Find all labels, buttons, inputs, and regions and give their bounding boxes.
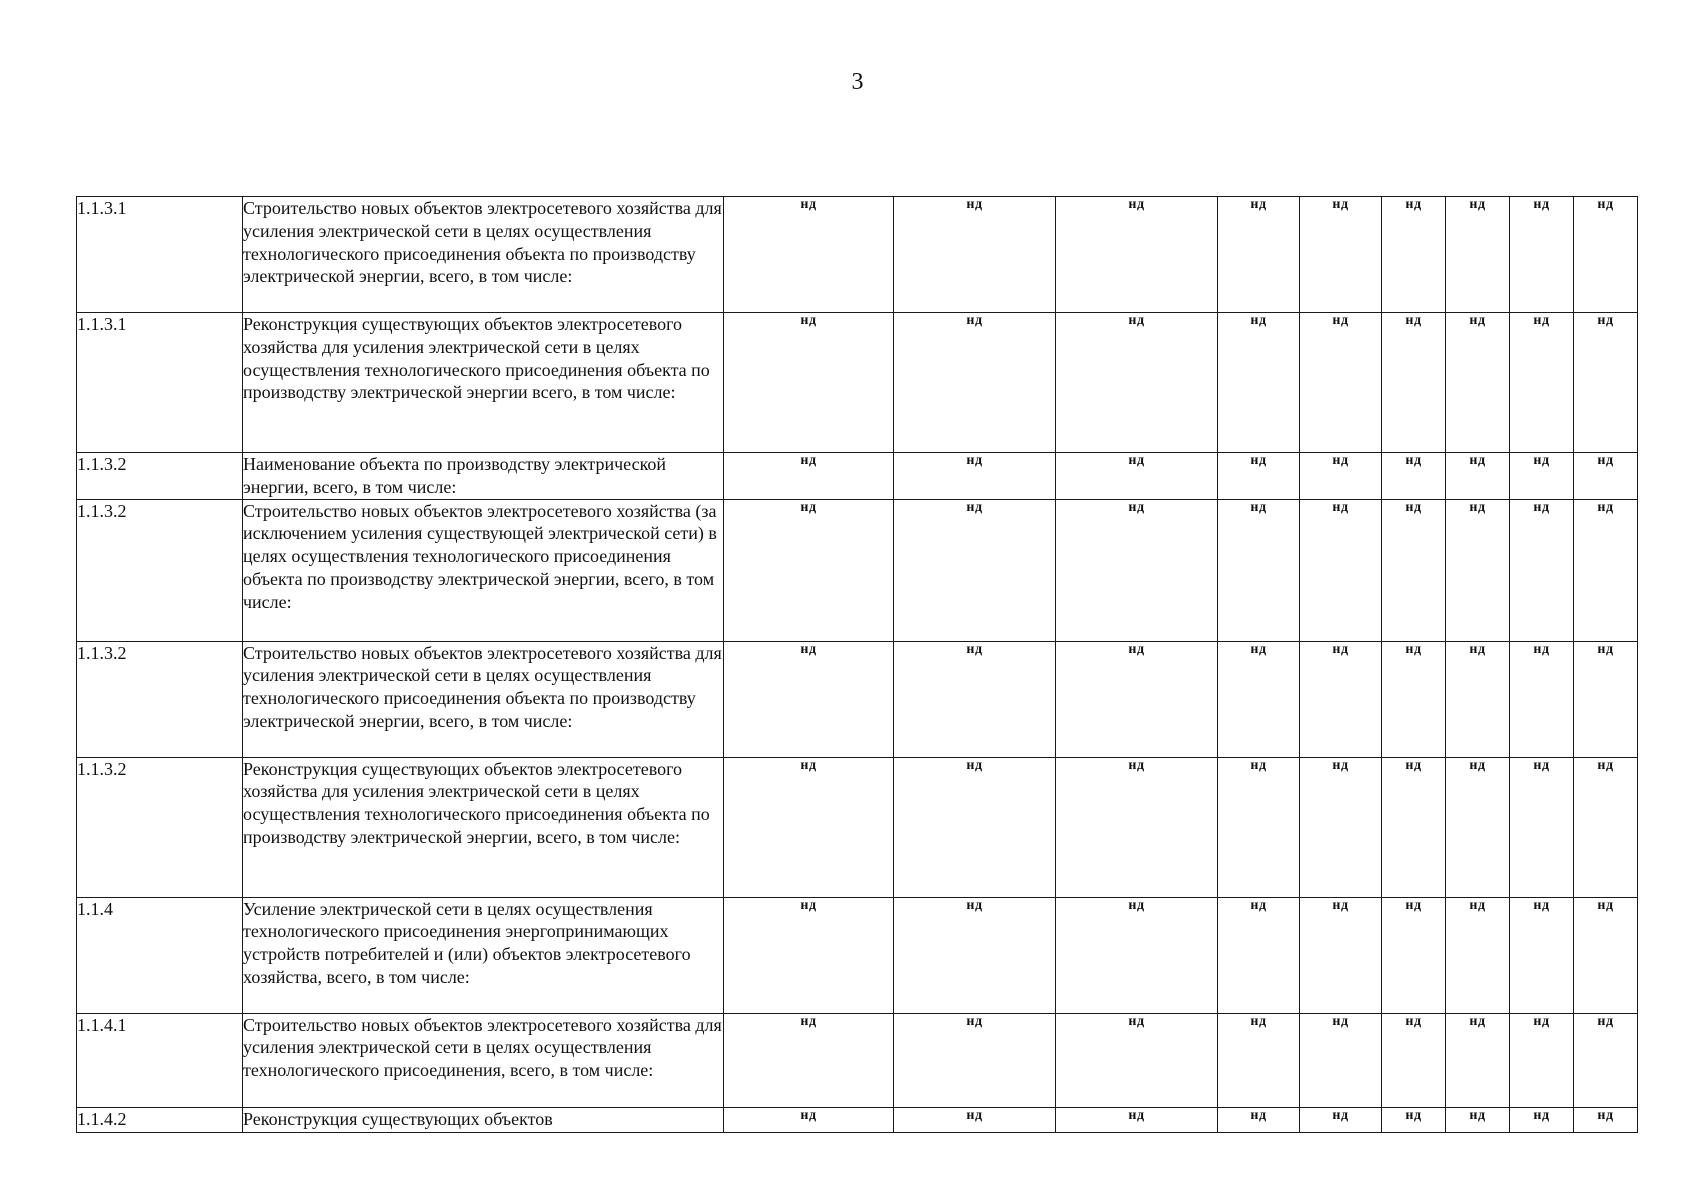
row-code: 1.1.4 xyxy=(77,897,243,1013)
value-cell: нд xyxy=(1218,453,1300,500)
table-row xyxy=(77,313,1638,453)
value-cell: нд xyxy=(894,641,1056,757)
value-cell: нд xyxy=(894,499,1056,641)
value-cell: нд xyxy=(1056,1013,1218,1107)
table-row xyxy=(77,1107,1638,1132)
value-cell: нд xyxy=(724,757,894,897)
value-cell: нд xyxy=(1300,1107,1382,1132)
value-cell: нд xyxy=(1218,897,1300,1013)
row-name: Строительство новых объектов электросетевого хозяйства для усиления электрической сети в целях осуществления технологического присоединения объекта по производству электрической энергии, всего, в том числе: xyxy=(243,197,724,313)
value-cell: нд xyxy=(1382,1107,1446,1132)
row-code: 1.1.3.2 xyxy=(77,499,243,641)
value-cell: нд xyxy=(1300,1013,1382,1107)
value-cell: нд xyxy=(1382,313,1446,453)
row-name: Строительство новых объектов электросетевого хозяйства (за исключением усиления существующей электрической сети) в целях осуществления технологического присоединения объекта по производству электрической энергии, всего, в том числе: xyxy=(243,499,724,641)
value-cell: нд xyxy=(724,1013,894,1107)
value-cell: нд xyxy=(1056,453,1218,500)
value-cell: нд xyxy=(1574,757,1638,897)
value-cell: нд xyxy=(1300,313,1382,453)
value-cell: нд xyxy=(1574,1107,1638,1132)
value-cell: нд xyxy=(1510,1107,1574,1132)
row-code: 1.1.3.2 xyxy=(77,757,243,897)
value-cell: нд xyxy=(894,897,1056,1013)
value-cell: нд xyxy=(1056,1107,1218,1132)
value-cell: нд xyxy=(894,1013,1056,1107)
value-cell: нд xyxy=(1300,897,1382,1013)
value-cell: нд xyxy=(1218,1013,1300,1107)
data-table xyxy=(76,196,1638,1133)
value-cell: нд xyxy=(1510,897,1574,1013)
value-cell: нд xyxy=(724,499,894,641)
value-cell: нд xyxy=(724,313,894,453)
value-cell: нд xyxy=(894,313,1056,453)
value-cell: нд xyxy=(894,453,1056,500)
row-name: Реконструкция существующих объектов xyxy=(243,1107,724,1132)
value-cell: нд xyxy=(1382,757,1446,897)
page-number: 3 xyxy=(851,69,864,95)
value-cell: нд xyxy=(894,1107,1056,1132)
value-cell: нд xyxy=(1300,641,1382,757)
value-cell: нд xyxy=(1382,641,1446,757)
row-code: 1.1.3.1 xyxy=(77,197,243,313)
value-cell: нд xyxy=(1574,453,1638,500)
value-cell: нд xyxy=(1056,897,1218,1013)
table-row xyxy=(77,897,1638,1013)
row-code: 1.1.4.2 xyxy=(77,1107,243,1132)
value-cell: нд xyxy=(1056,313,1218,453)
table-row xyxy=(77,757,1638,897)
row-name: Наименование объекта по производству электрической энергии, всего, в том числе: xyxy=(243,453,724,500)
value-cell: нд xyxy=(1574,197,1638,313)
value-cell: нд xyxy=(1056,499,1218,641)
value-cell: нд xyxy=(1382,499,1446,641)
row-code: 1.1.3.1 xyxy=(77,313,243,453)
row-name: Строительство новых объектов электросетевого хозяйства для усиления электрической сети в целях осуществления технологического присоединения, всего, в том числе: xyxy=(243,1013,724,1107)
value-cell: нд xyxy=(1446,641,1510,757)
value-cell: нд xyxy=(1218,499,1300,641)
value-cell: нд xyxy=(1510,757,1574,897)
value-cell: нд xyxy=(894,197,1056,313)
value-cell: нд xyxy=(1446,453,1510,500)
value-cell: нд xyxy=(1056,641,1218,757)
value-cell: нд xyxy=(1056,757,1218,897)
value-cell: нд xyxy=(1382,453,1446,500)
row-code: 1.1.3.2 xyxy=(77,453,243,500)
row-name: Усиление электрической сети в целях осуществления технологического присоединения энергопринимающих устройств потребителей и (или) объектов электросетевого хозяйства, всего, в том числе: xyxy=(243,897,724,1013)
table-body xyxy=(77,197,1638,1133)
value-cell: нд xyxy=(1446,499,1510,641)
value-cell: нд xyxy=(1574,1013,1638,1107)
value-cell: нд xyxy=(1510,499,1574,641)
value-cell: нд xyxy=(1510,197,1574,313)
value-cell: нд xyxy=(1510,313,1574,453)
value-cell: нд xyxy=(1218,197,1300,313)
table-row xyxy=(77,197,1638,313)
value-cell: нд xyxy=(1510,641,1574,757)
value-cell: нд xyxy=(1218,641,1300,757)
table-row xyxy=(77,641,1638,757)
row-name: Реконструкция существующих объектов электросетевого хозяйства для усиления электрической сети в целях осуществления технологического присоединения объекта по производству электрической энергии, всего, в том числе: xyxy=(243,757,724,897)
value-cell: нд xyxy=(1300,197,1382,313)
value-cell: нд xyxy=(1574,313,1638,453)
value-cell: нд xyxy=(1218,313,1300,453)
value-cell: нд xyxy=(724,1107,894,1132)
value-cell: нд xyxy=(1446,757,1510,897)
value-cell: нд xyxy=(724,641,894,757)
value-cell: нд xyxy=(1446,1013,1510,1107)
value-cell: нд xyxy=(1510,1013,1574,1107)
value-cell: нд xyxy=(1382,897,1446,1013)
value-cell: нд xyxy=(724,897,894,1013)
value-cell: нд xyxy=(1510,453,1574,500)
row-code: 1.1.3.2 xyxy=(77,641,243,757)
value-cell: нд xyxy=(1056,197,1218,313)
row-name: Строительство новых объектов электросетевого хозяйства для усиления электрической сети в целях осуществления технологического присоединения объекта по производству электрической энергии, всего, в том числе: xyxy=(243,641,724,757)
value-cell: нд xyxy=(1574,641,1638,757)
value-cell: нд xyxy=(1446,313,1510,453)
value-cell: нд xyxy=(724,453,894,500)
value-cell: нд xyxy=(1382,197,1446,313)
value-cell: нд xyxy=(1218,757,1300,897)
table-row xyxy=(77,499,1638,641)
value-cell: нд xyxy=(724,197,894,313)
value-cell: нд xyxy=(1574,499,1638,641)
value-cell: нд xyxy=(1300,757,1382,897)
value-cell: нд xyxy=(1446,197,1510,313)
value-cell: нд xyxy=(894,757,1056,897)
value-cell: нд xyxy=(1446,1107,1510,1132)
value-cell: нд xyxy=(1218,1107,1300,1132)
row-name: Реконструкция существующих объектов электросетевого хозяйства для усиления электрической сети в целях осуществления технологического присоединения объекта по производству электрической энергии всего, в том числе: xyxy=(243,313,724,453)
value-cell: нд xyxy=(1300,453,1382,500)
table-row xyxy=(77,453,1638,500)
value-cell: нд xyxy=(1574,897,1638,1013)
table-row xyxy=(77,1013,1638,1107)
value-cell: нд xyxy=(1382,1013,1446,1107)
value-cell: нд xyxy=(1446,897,1510,1013)
value-cell: нд xyxy=(1300,499,1382,641)
row-code: 1.1.4.1 xyxy=(77,1013,243,1107)
